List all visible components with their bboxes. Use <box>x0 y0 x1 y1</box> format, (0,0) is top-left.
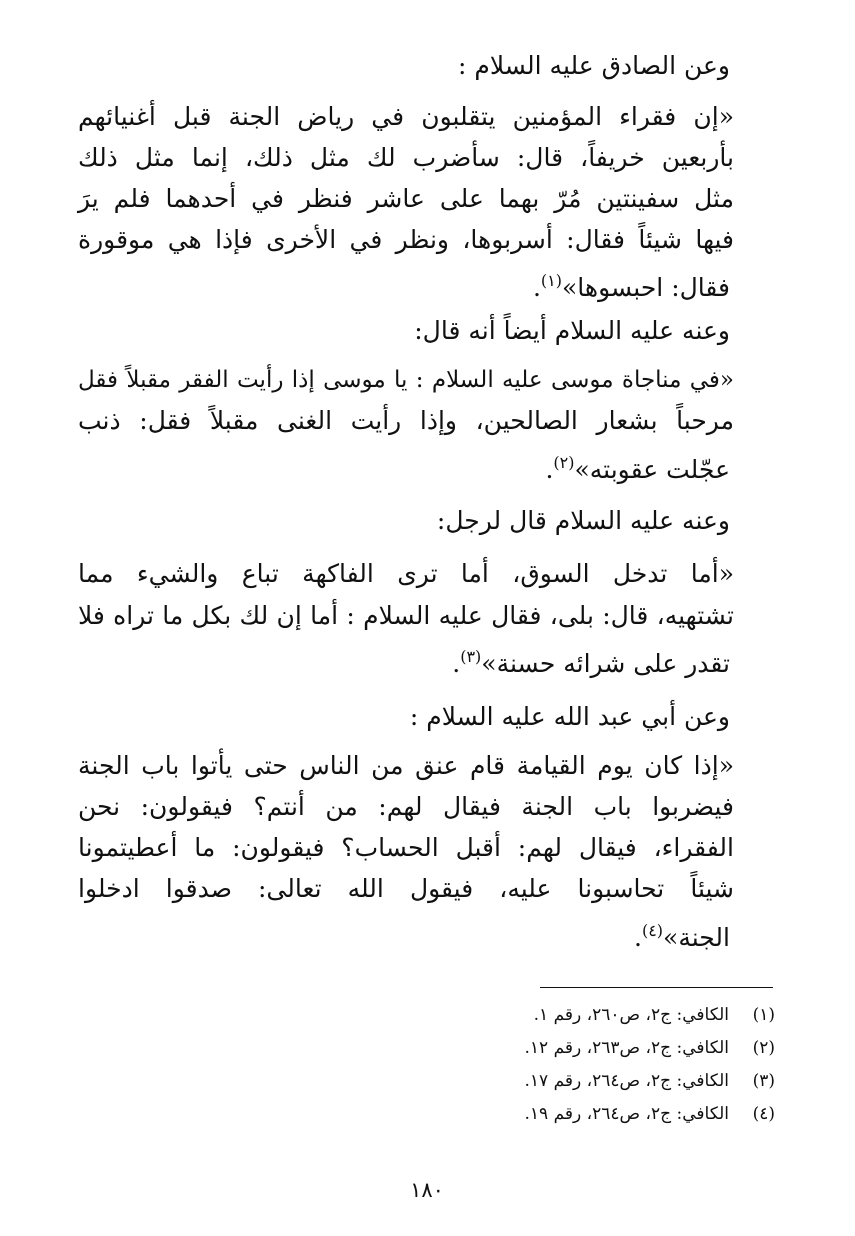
footnote-reference: (٢) <box>553 453 575 472</box>
footnote-number: (٣) <box>752 1071 775 1091</box>
narration-heading: وعن الصادق عليه السلام : <box>457 51 730 80</box>
narration-line: شيئاً تحاسبونا عليه، فيقول الله تعالى: صدقوا ادخلوا <box>78 874 734 903</box>
footnote-reference: (١) <box>540 271 562 290</box>
footnote-number: (٢) <box>752 1038 775 1058</box>
footnote-text: الكافي: ج٢، ص٢٦٤، رقم ١٧. <box>524 1071 729 1091</box>
footnote-text: الكافي: ج٢، ص٢٦٠، رقم ١. <box>533 1005 729 1025</box>
narration-line: «إن فقراء المؤمنين يتقلبون في رياض الجنة قبل أغنيائهم <box>78 102 734 131</box>
footnote <box>525 1102 776 1126</box>
narration-line: «إذا كان يوم القيامة قام عنق من الناس حتى يأتوا باب الجنة <box>78 751 734 780</box>
narration-last-line: الجنة»$^{(٤)}$. <box>634 921 730 952</box>
narration-line: «أما تدخل السوق، أما ترى الفاكهة تباع والشيء مما <box>78 559 734 588</box>
narration-line: بأربعين خريفاً، قال: سأضرب لك مثل ذلك، إنما مثل ذلك <box>78 143 734 172</box>
footnote-text: الكافي: ج٢، ص٢٦٣، رقم ١٢. <box>524 1038 729 1058</box>
narration-line: الفقراء، فيقال لهم: أقبل الحساب؟ فيقولون: ما أعطيتمونا <box>78 833 734 862</box>
narration-last-line: عجّلت عقوبته»$^{(٢)}$. <box>545 453 730 484</box>
footnote-reference: (٣) <box>460 647 482 666</box>
footnote <box>525 1069 776 1093</box>
narration-line: مثل سفينتين مُرّ بهما على عاشر فنظر في أحدهما فلم يرَ <box>78 184 734 213</box>
narration-line: «في مناجاة موسى عليه السلام : يا موسى إذا رأيت الفقر مقبلاً فقل <box>78 367 734 393</box>
footnote-number: (٤) <box>752 1104 775 1124</box>
footnote-reference: (٤) <box>641 921 664 940</box>
narration-last-line: تقدر على شرائه حسنة»$^{(٣)}$. <box>452 647 730 678</box>
narration-line: مرحباً بشعار الصالحين، وإذا رأيت الغنى مقبلاً فقل: ذنب <box>78 406 734 435</box>
footnote <box>534 1003 775 1027</box>
narration-text: عجّلت عقوبته» <box>574 455 730 484</box>
footnote-text: الكافي: ج٢، ص٢٦٤، رقم ١٩. <box>524 1104 729 1124</box>
narration-heading: وعنه عليه السلام قال لرجل: <box>436 506 730 535</box>
narration-text: فقال: احبسوها» <box>561 273 730 302</box>
narration-line: فيها شيئاً فقال: أسربوها، ونظر في الأخرى فإذا هي موقورة <box>78 225 734 254</box>
footnote-divider <box>540 987 773 988</box>
narration-line: تشتهيه، قال: بلى، فقال عليه السلام : أما إن لك بكل ما تراه فلا <box>78 601 734 630</box>
footnote <box>525 1036 776 1060</box>
narration-heading: وعن أبي عبد الله عليه السلام : <box>409 702 730 731</box>
page-number: ١٨٠ <box>410 1178 444 1202</box>
narration-line: فيضربوا باب الجنة فيقال لهم: من أنتم؟ فيقولون: نحن <box>78 792 734 821</box>
footnote-number: (١) <box>752 1005 775 1025</box>
narration-heading: وعنه عليه السلام أيضاً أنه قال: <box>414 316 730 345</box>
narration-text: الجنة» <box>663 923 730 952</box>
narration-last-line: فقال: احبسوها»$^{(١)}$. <box>532 271 730 302</box>
narration-text: تقدر على شرائه حسنة» <box>481 649 730 678</box>
